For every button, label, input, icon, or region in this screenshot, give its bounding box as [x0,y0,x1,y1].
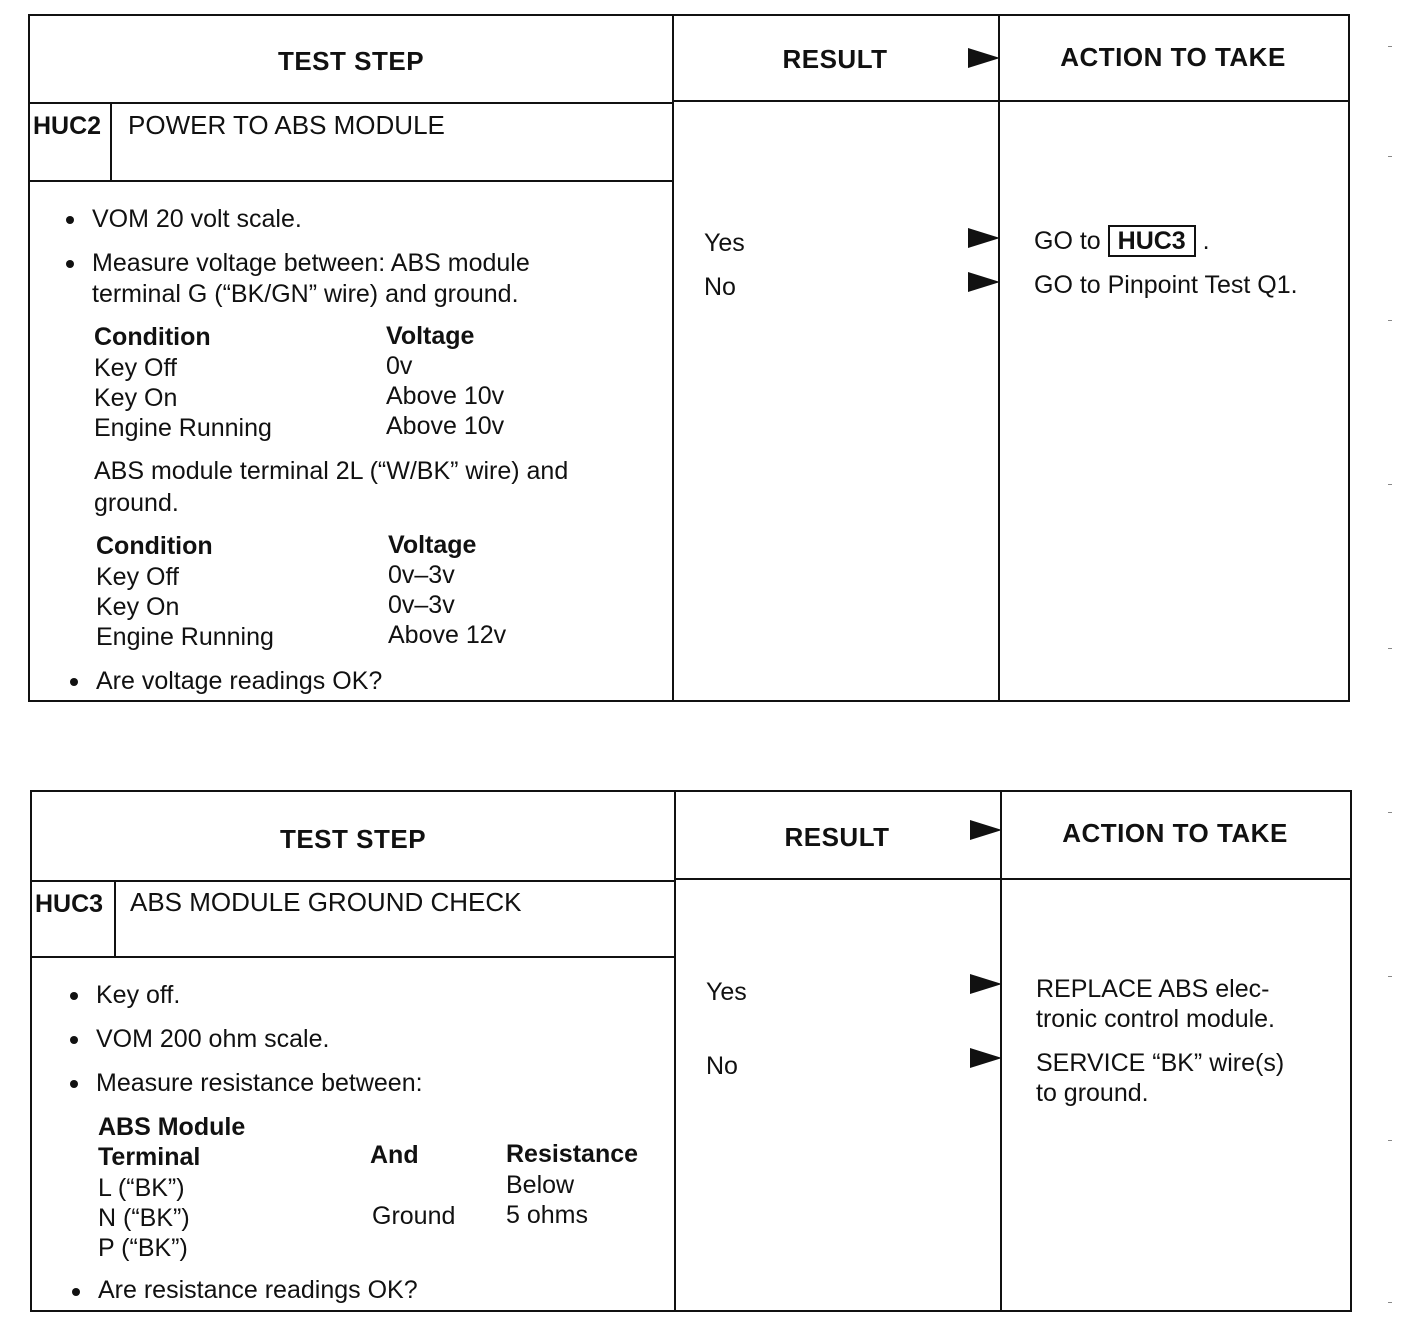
divider [672,16,674,700]
arrow-icon [968,272,1000,292]
bullet-icon [66,260,74,268]
bullet-icon [70,1080,78,1088]
divider [674,792,676,1310]
bullet-icon [70,1036,78,1044]
divider [672,100,1348,102]
huc3-table [30,790,1352,1312]
resistance-cell: 5 ohms [506,1201,588,1229]
huc2-table [28,14,1350,702]
instruction: Key off. [96,981,181,1009]
voltage-cell: Above 12v [388,621,507,649]
step-title: ABS MODULE GROUND CHECK [130,887,522,917]
bullet-icon [66,216,74,224]
instruction: ground. [94,489,179,517]
bullet-icon [70,678,78,686]
action-text: . [1202,227,1210,255]
instruction: ABS module terminal 2L (“W/BK” wire) and [94,457,569,485]
divider [674,878,1350,880]
divider [998,16,1000,700]
bullet-icon [72,1288,80,1296]
action-no: to ground. [1036,1079,1149,1107]
scan-mark [1388,812,1392,813]
question: Are resistance readings OK? [98,1276,418,1304]
action-no: GO to Pinpoint Test Q1. [1034,271,1298,299]
result-header: RESULT [782,44,888,74]
test-step-header: TEST STEP [279,824,427,854]
condition-cell: Key Off [96,563,179,591]
instruction: Measure voltage between: ABS module [92,249,530,277]
voltage-cell: 0v–3v [388,591,455,619]
instruction: terminal G (“BK/GN” wire) and ground. [92,280,519,308]
scan-mark [1388,320,1392,321]
action-yes [1034,226,1210,256]
condition-cell: Engine Running [94,414,272,442]
arrow-icon [968,228,1000,248]
scan-mark [1388,484,1392,485]
divider [32,880,674,882]
divider [114,880,116,956]
test-step-header: TEST STEP [277,46,425,76]
arrow-icon [970,820,1002,840]
condition-cell: Engine Running [96,623,274,651]
action-header: ACTION TO TAKE [1060,42,1286,72]
column-header: Terminal [98,1143,201,1171]
terminal-cell: L (“BK”) [98,1174,185,1202]
action-no: SERVICE “BK” wire(s) [1036,1049,1285,1077]
voltage-cell: 0v–3v [388,561,455,589]
divider [110,102,112,180]
instruction: VOM 200 ohm scale. [96,1025,330,1053]
voltage-cell: Above 10v [386,382,505,410]
arrow-icon [970,974,1002,994]
scan-mark [1388,156,1392,157]
scan-mark [1388,1302,1392,1303]
step-code: HUC2 [33,112,102,140]
resistance-cell: Below [506,1171,575,1199]
voltage-cell: 0v [386,352,413,380]
step-code: HUC3 [35,890,104,918]
bullet-icon [70,992,78,1000]
divider [30,102,672,104]
divider [32,956,674,958]
column-header: Condition [96,532,213,560]
step-title: POWER TO ABS MODULE [128,110,445,140]
scan-mark [1388,976,1392,977]
result-yes: Yes [706,978,747,1006]
and-cell: Ground [372,1202,456,1230]
column-header: Resistance [506,1140,639,1168]
terminal-cell: N (“BK”) [98,1204,190,1232]
voltage-cell: Above 10v [386,412,505,440]
action-yes: REPLACE ABS elec- [1036,975,1270,1003]
column-header: Voltage [386,322,475,350]
instruction: Measure resistance between: [96,1069,423,1097]
condition-cell: Key Off [94,354,177,382]
question: Are voltage readings OK? [96,667,383,695]
action-header: ACTION TO TAKE [1062,818,1288,848]
result-no: No [704,273,736,301]
action-yes: tronic control module. [1036,1005,1276,1033]
scan-mark [1388,648,1392,649]
condition-cell: Key On [94,384,178,412]
step-link-huc3[interactable]: HUC3 [1108,225,1196,257]
condition-cell: Key On [96,593,180,621]
arrow-icon [968,48,1000,68]
scan-mark [1388,1140,1392,1141]
column-header: And [370,1141,419,1169]
result-header: RESULT [784,822,890,852]
instruction: VOM 20 volt scale. [92,205,302,233]
divider [30,180,672,182]
terminal-cell: P (“BK”) [98,1234,188,1262]
result-yes: Yes [704,229,745,257]
scan-mark [1388,46,1392,47]
result-no: No [706,1052,738,1080]
column-header: Voltage [388,531,477,559]
column-header: Condition [94,323,211,351]
action-text: GO to [1034,227,1101,255]
arrow-icon [970,1048,1002,1068]
column-header: ABS Module [98,1113,246,1141]
